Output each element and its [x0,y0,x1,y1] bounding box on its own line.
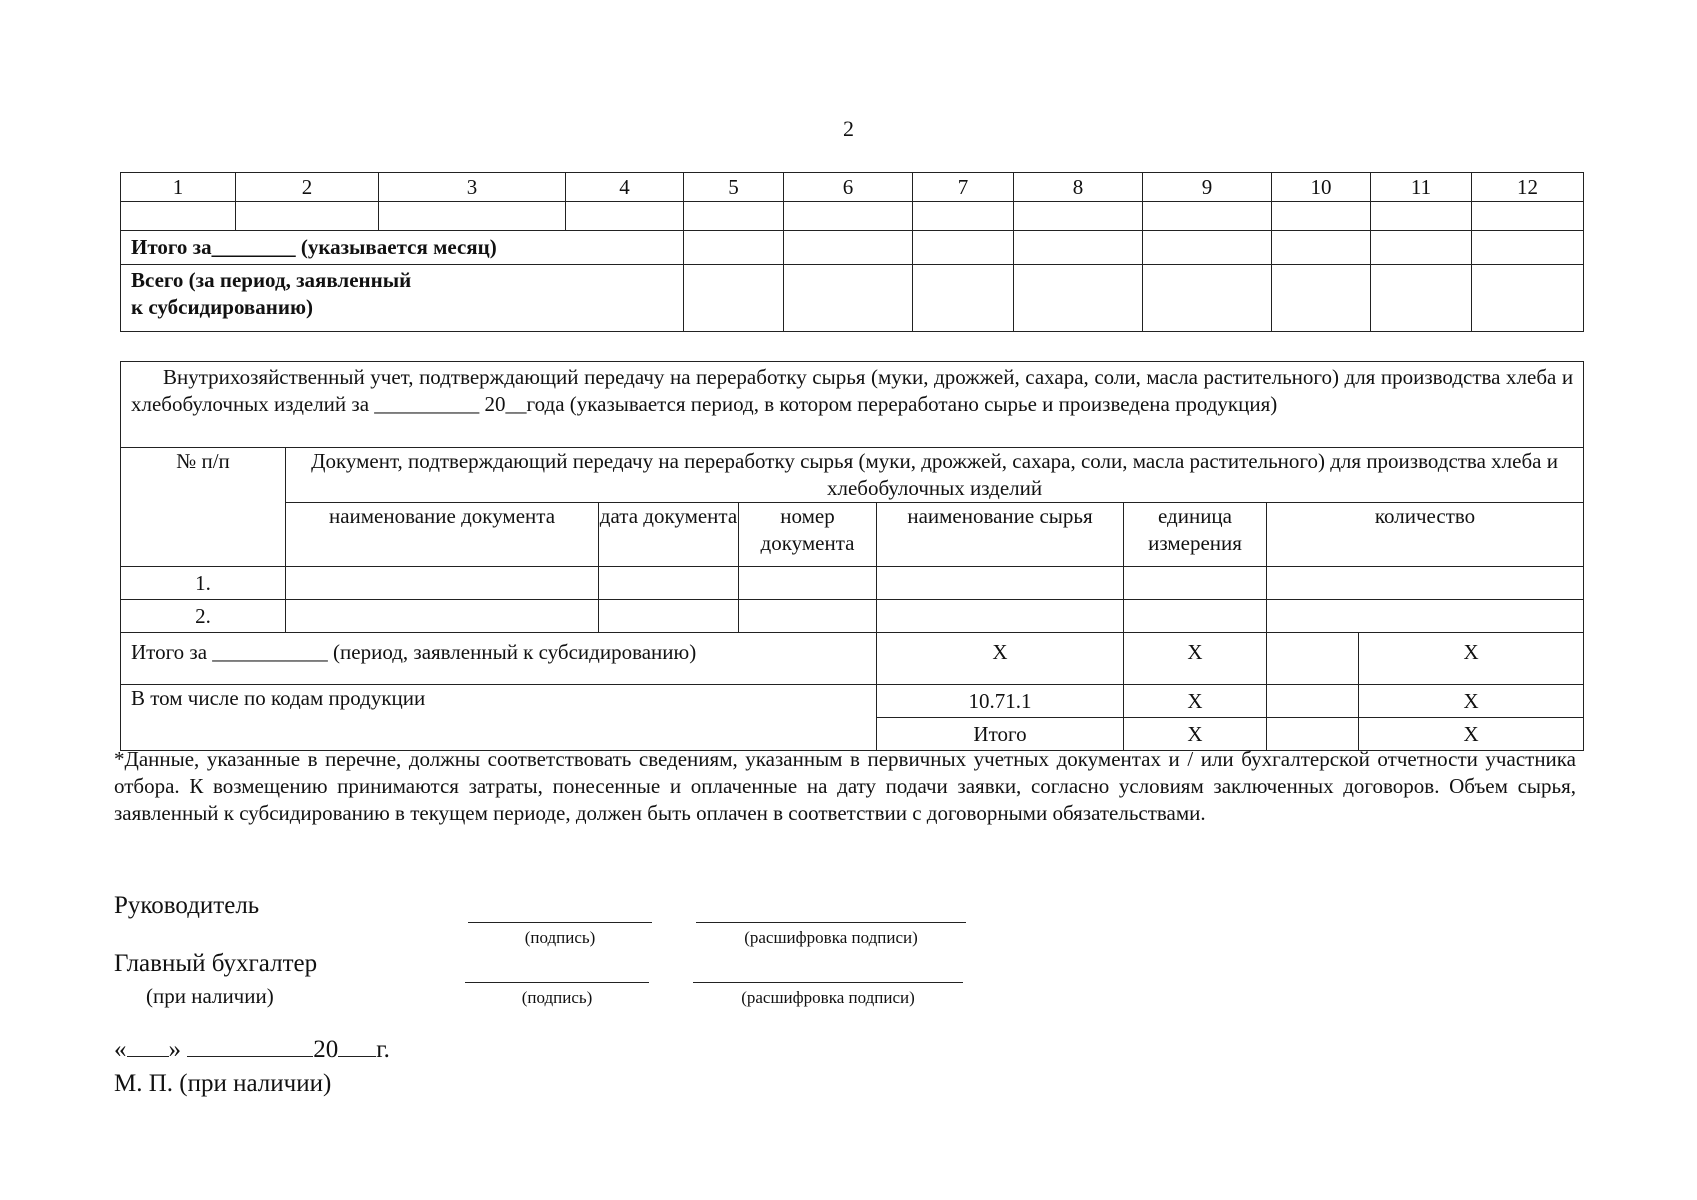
day-blank[interactable] [127,1036,169,1057]
intro-text-content: Внутрихозяйственный учет, подтверждающий передачу на переработку сырья (муки, дрожжей, сахара, соли, масла растительного) для производства хлеба и хлебобулочных изделий за __________ 20__года (указывается период, в котором переработано сырье и произведена продукция) [131,365,1574,416]
table-cell[interactable] [784,265,913,332]
table-cell[interactable] [877,567,1124,600]
table-cell[interactable] [1124,567,1267,600]
table-cell[interactable] [913,202,1014,231]
period-total-row [121,265,1584,332]
column-number: 3 [379,173,566,202]
table-cell[interactable] [1472,231,1584,265]
table-cell[interactable] [1143,231,1272,265]
sub-header-row [121,503,1584,567]
product-code-label: В том числе по кодам продукции [121,685,877,751]
table-row [121,202,1584,231]
table-cell[interactable] [1014,202,1143,231]
column-number: 5 [684,173,784,202]
stamp-place: М. П. (при наличии) [114,1070,332,1097]
page-number: 2 [843,116,854,141]
table-cell[interactable] [784,202,913,231]
accountant-signature-line[interactable] [465,982,649,983]
year-blank[interactable] [338,1036,376,1057]
chief-accountant-label: Главный бухгалтер [114,950,318,977]
table-cell[interactable] [1272,231,1371,265]
raw-name-header: наименование сырья [877,503,1124,567]
column-number: 7 [913,173,1014,202]
column-number: 8 [1014,173,1143,202]
table-cell[interactable] [1014,231,1143,265]
table-cell[interactable] [913,231,1014,265]
head-decode-line[interactable] [696,922,966,923]
date-close-quote: » [168,1036,181,1063]
table-cell[interactable] [877,600,1124,633]
table-cell[interactable] [1272,202,1371,231]
table-cell[interactable] [236,202,379,231]
subtotal-label: Итого [877,718,1124,751]
row-number: 2. [121,600,286,633]
x-mark: Х [877,633,1124,685]
decode-caption: (расшифровка подписи) [744,928,918,947]
table-cell[interactable] [1272,265,1371,332]
table-cell[interactable] [1371,231,1472,265]
doc-date-header: дата документа [599,503,739,567]
table-cell[interactable] [599,600,739,633]
processing-accounting-table [120,361,1584,751]
column-number: 12 [1472,173,1584,202]
table-cell[interactable] [1124,600,1267,633]
table-cell[interactable] [684,202,784,231]
column-number: 2 [236,173,379,202]
signature-caption: (подпись) [524,928,596,947]
column-number: 4 [566,173,684,202]
x-mark: Х [1359,633,1584,685]
table-cell[interactable] [121,202,236,231]
x-mark: Х [1124,718,1267,751]
table-cell[interactable] [566,202,684,231]
x-mark: Х [1124,633,1267,685]
accountant-decode-line[interactable] [693,982,963,983]
decode-caption: (расшифровка подписи) [741,988,915,1007]
date-line [114,1036,390,1064]
table-cell[interactable] [684,231,784,265]
period-total-label [121,265,684,332]
year-suffix: г. [376,1036,390,1063]
table-cell[interactable] [379,202,566,231]
table-cell[interactable] [286,567,599,600]
table-cell[interactable] [286,600,599,633]
doc-name-header: наименование документа [286,503,599,567]
year-prefix: 20 [313,1036,339,1063]
table-cell[interactable] [1371,265,1472,332]
period-total-label-line2: к субсидированию) [131,295,313,319]
table-cell[interactable] [1267,600,1584,633]
table-cell[interactable] [1267,567,1584,600]
table-cell[interactable] [913,265,1014,332]
table-cell[interactable] [1472,265,1584,332]
monthly-total-row [121,231,1584,265]
x-mark: Х [1359,685,1584,718]
signature-caption: (подпись) [521,988,593,1007]
column-number-row [121,173,1584,202]
column-number: 10 [1272,173,1371,202]
summary-table [120,172,1584,332]
table-cell[interactable] [1267,633,1359,685]
table-cell[interactable] [784,231,913,265]
table-cell[interactable] [1143,265,1272,332]
table-cell[interactable] [1014,265,1143,332]
table-cell[interactable] [739,600,877,633]
head-signature-line[interactable] [468,922,652,923]
x-mark: Х [1124,685,1267,718]
document-header: Документ, подтверждающий передачу на переработку сырья (муки, дрожжей, сахара, соли, масла растительного) для производства хлеба и хлебобулочных изделий [286,448,1584,503]
product-code: 10.71.1 [877,685,1124,718]
unit-header: единица измерения [1124,503,1267,567]
column-number: 9 [1143,173,1272,202]
period-total-label-line1: Всего (за период, заявленный [131,268,412,292]
column-number: 11 [1371,173,1472,202]
if-any-label: (при наличии) [146,984,274,1008]
intro-row [121,362,1584,448]
table-cell[interactable] [1143,202,1272,231]
monthly-total-label: Итого за________ (указывается месяц) [121,231,684,265]
footnote: *Данные, указанные в перечне, должны соответствовать сведениям, указанным в первичных учетных документах и / или бухгалтерской отчетности участника отбора. К возмещению принимаются затраты, понесенные и оплаченные на дату подачи заявки, согласно условиям заключенных договоров. Объем сырья, заявленный к субсидированию в текущем периоде, должен быть оплачен в соответствии с договорными обязательствами. [114,747,1576,825]
doc-number-header: номер документа [739,503,877,567]
intro-text [121,362,1584,448]
number-column-header: № п/п [121,448,286,567]
date-open-quote: « [114,1036,127,1063]
period-total-row [121,633,1584,685]
product-code-row [121,685,1584,718]
table-row [121,567,1584,600]
table-cell[interactable] [1267,685,1359,718]
period-total-label: Итого за ___________ (период, заявленный к субсидированию) [121,633,877,685]
x-mark: Х [1359,718,1584,751]
table-cell[interactable] [599,567,739,600]
table-cell[interactable] [739,567,877,600]
document-header-row [121,448,1584,503]
head-label: Руководитель [114,892,260,919]
row-number: 1. [121,567,286,600]
table-row [121,600,1584,633]
month-blank[interactable] [187,1036,313,1057]
column-number: 1 [121,173,236,202]
table-cell[interactable] [1371,202,1472,231]
quantity-header: количество [1267,503,1584,567]
column-number: 6 [784,173,913,202]
table-cell[interactable] [1472,202,1584,231]
table-cell[interactable] [684,265,784,332]
